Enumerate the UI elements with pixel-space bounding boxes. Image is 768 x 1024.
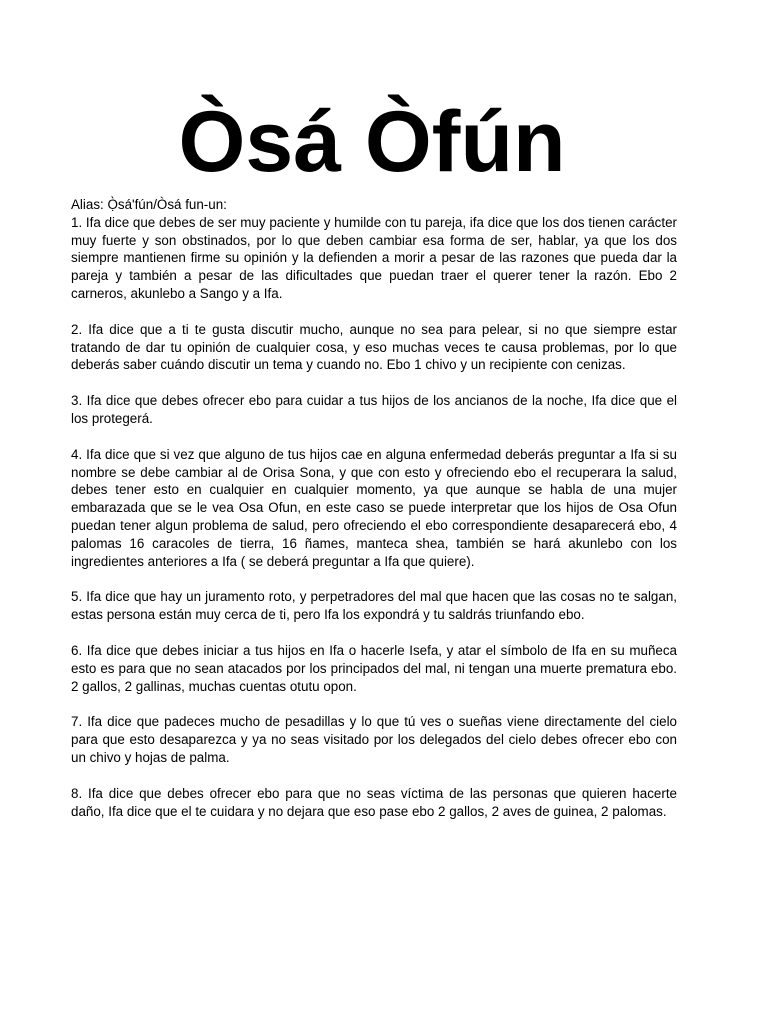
paragraph-5: 5. Ifa dice que hay un juramento roto, y perpetradores del mal que hacen que las cosas no te salgan, estas persona están muy cerca de ti, pero Ifa los expondrá y tu saldrás triunfando ebo. [71, 589, 677, 623]
paragraph-8: 8. Ifa dice que debes ofrecer ebo para que no seas víctima de las personas que quieren hacerte daño, Ifa dice que el te cuidara y no dejara que eso pase ebo 2 gallos, 2 aves de guinea, 2 palomas. [71, 785, 677, 819]
paragraph-6: 6. Ifa dice que debes iniciar a tus hijos en Ifa o hacerle Isefa, y atar el símbolo de Ifa en su muñeca esto es para que no sean atacados por los principados del mal, ni tengan una muerte prematura ebo. 2 gallos, 2 gallinas, muchas cuentas otutu opon. [71, 642, 677, 694]
paragraph-1: 1. Ifa dice que debes de ser muy paciente y humilde con tu pareja, ifa dice que los dos tienen carácter muy fuerte y son obstinados, por lo que deben cambiar esa forma de ser, hablar, ya que los dos siempre mantienen firme su opinión y la defienden a morir a pesar de las razones que pueda dar la pareja y también a pesar de las dificultades que puedan traer el querer tener la razón. Ebo 2 carneros, akunlebo a Sango y a Ifa. [71, 214, 677, 301]
paragraph-7: 7. Ifa dice que padeces mucho de pesadillas y lo que tú ves o sueñas viene directamente del cielo para que esto desaparezca y ya no seas visitado por los delegados del cielo debes ofrecer ebo con un chivo y hojas de palma. [71, 714, 677, 765]
paragraph-2: 2. Ifa dice que a ti te gusta discutir mucho, aunque no sea para pelear, si no que siempre estar tratando de dar tu opinión de cualquier cosa, y eso muchas veces te causa problemas, por lo que deberás saber cuándo discutir un tema y cuando no. Ebo 1 chivo y un recipiente con cenizas. [71, 321, 677, 373]
alias-line: Alias: Ọ̀sá'fún/Òsá fun-un: [71, 197, 227, 212]
document-body [71, 196, 677, 838]
paragraph-3: 3. Ifa dice que debes ofrecer ebo para cuidar a tus hijos de los ancianos de la noche, Ifa dice que el los protegerá. [71, 393, 677, 426]
paragraph-4: 4. Ifa dice que si vez que alguno de tus hijos cae en alguna enfermedad deberás preguntar a Ifa si su nombre se debe cambiar al de Orisa Sona, y que con esto y ofreciendo ebo el recuperara la salud, debes tener esto en cualquier en cualquier momento, ya que aunque se habla de una mujer embarazada que se le vea Osa Ofun, en este caso se puede interpretar que los hijos de Osa Ofun puedan tener algun problema de salud, pero ofreciendo el ebo correspondiente desaparecerá ebo, 4 palomas 16 caracoles de tierra, 16 ñames, manteca shea, también se hará akunlebo con los ingredientes anteriores a Ifa ( se deberá preguntar a Ifa que quiere). [71, 446, 677, 569]
document-title: Òsá Òfún [178, 94, 566, 190]
